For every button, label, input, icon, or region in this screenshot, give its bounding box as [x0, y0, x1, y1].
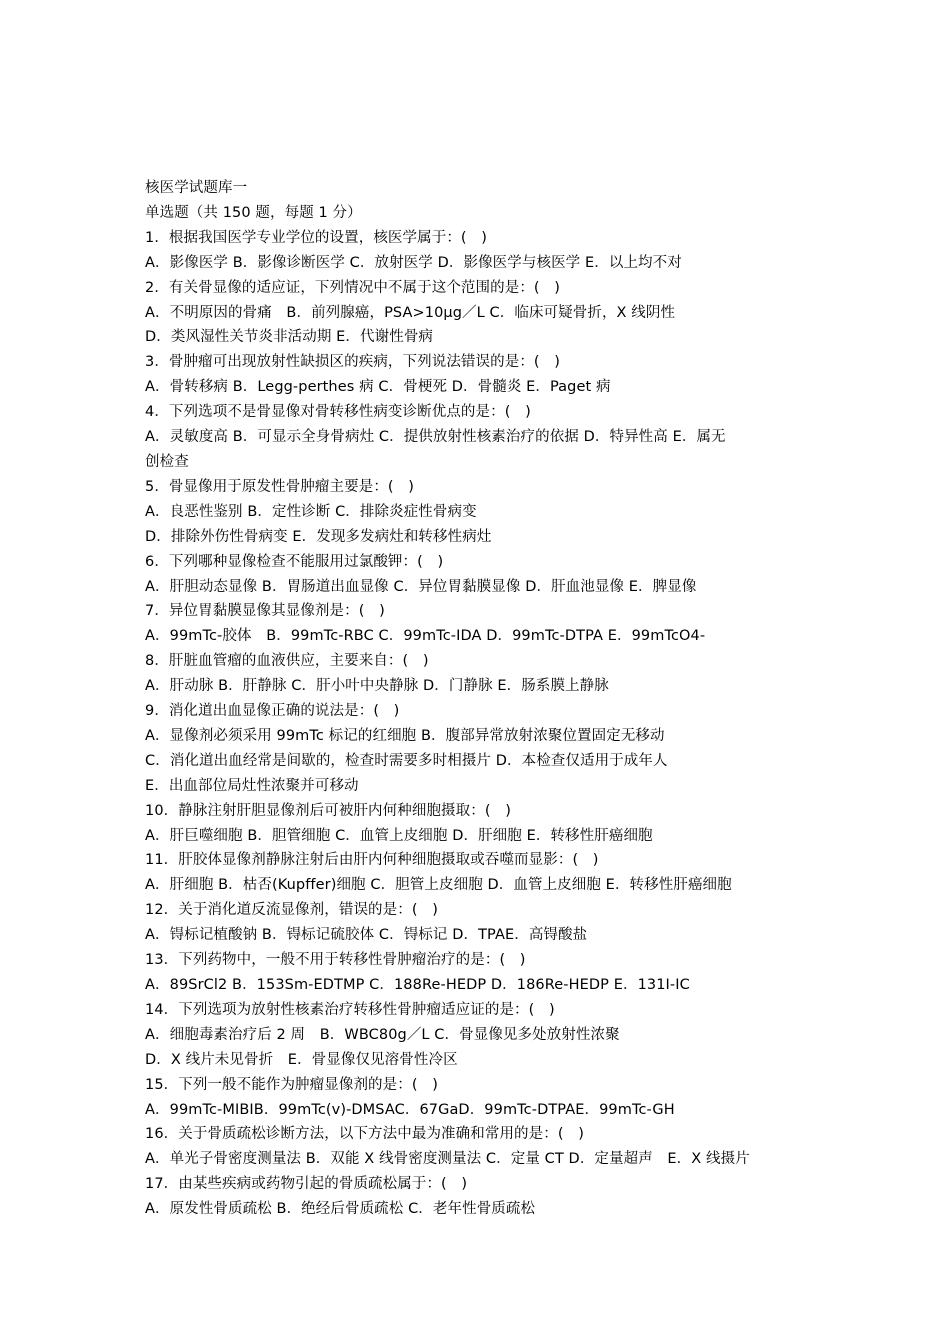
text-line: A．骨转移病 B．Legg-perthes 病 C．骨梗死 D．骨髓炎 E．Paget 病 — [145, 379, 611, 396]
text-line: D．类风湿性关节炎非活动期 E．代谢性骨病 — [145, 329, 434, 346]
text-line: A．肝动脉 B．肝静脉 C．肝小叶中央静脉 D．门静脉 E．肠系膜上静脉 — [145, 678, 609, 695]
text-line: E．出血部位局灶性浓聚并可移动 — [145, 777, 359, 794]
text-line: A．99mTc-胶体 B．99mTc-RBC C．99mTc-IDA D．99mTc-DTPA E．99mTcO4- — [145, 628, 706, 645]
text-line: A．肝巨噬细胞 B．胆管细胞 C．血管上皮细胞 D．肝细胞 E．转移性肝癌细胞 — [145, 827, 653, 844]
text-line: 7．异位胃黏膜显像其显像剂是：( ) — [145, 603, 385, 620]
text-line: 10．静脉注射肝胆显像剂后可被肝内何种细胞摄取：( ) — [145, 802, 511, 819]
text-line: A．单光子骨密度测量法 B．双能 X 线骨密度测量法 C．定量 CT D．定量超声 E．X 线摄片 — [145, 1151, 750, 1168]
text-line: A．不明原因的骨痛 B．前列腺癌，PSA>10μg／L C．临床可疑骨折，X 线阴性 — [145, 304, 676, 321]
text-line: 4．下列选项不是骨显像对骨转移性病变诊断优点的是：( ) — [145, 404, 531, 421]
text-line: 12．关于消化道反流显像剂，错误的是：( ) — [145, 902, 438, 919]
text-line: 3．骨肿瘤可出现放射性缺损区的疾病，下列说法错误的是：( ) — [145, 354, 561, 371]
text-line: D．X 线片未见骨折 E．骨显像仅见溶骨性冷区 — [145, 1051, 458, 1068]
text-line: A．显像剂必须采用 99mTc 标记的红细胞 B．腹部异常放射浓聚位置固定无移动 — [145, 727, 665, 744]
text-line: A．肝胆动态显像 B．胃肠道出血显像 C．异位胃黏膜显像 D．肝血池显像 E．脾显像 — [145, 578, 697, 595]
text-line: D．排除外伤性骨病变 E．发现多发病灶和转移性病灶 — [145, 528, 492, 545]
document-body — [145, 176, 815, 1222]
text-line: 2．有关骨显像的适应证，下列情况中不属于这个范围的是：( ) — [145, 279, 561, 296]
text-line: A．肝细胞 B．枯否(Kupffer)细胞 C．胆管上皮细胞 D．血管上皮细胞 E．转移性肝癌细胞 — [145, 877, 732, 894]
text-line: A．良恶性鉴别 B．定性诊断 C．排除炎症性骨病变 — [145, 503, 477, 520]
text-line: A．原发性骨质疏松 B．绝经后骨质疏松 C．老年性骨质疏松 — [145, 1201, 536, 1218]
text-line: 8．肝脏血管瘤的血液供应，主要来自：( ) — [145, 653, 429, 670]
text-line: 14．下列选项为放射性核素治疗转移性骨肿瘤适应证的是：( ) — [145, 1001, 555, 1018]
text-line: A．锝标记植酸钠 B．锝标记硫胶体 C．锝标记 D．TPAE．高锝酸盐 — [145, 927, 588, 944]
text-line: A．细胞毒素治疗后 2 周 B．WBC80g／L C．骨显像见多处放射性浓聚 — [145, 1026, 620, 1043]
text-line: 6．下列哪种显像检查不能服用过氯酸钾：( ) — [145, 553, 444, 570]
text-line: 15．下列一般不能作为肿瘤显像剂的是：( ) — [145, 1076, 438, 1093]
section-heading: 单选题（共 150 题，每题 1 分） — [145, 204, 362, 221]
text-line: 创检查 — [145, 453, 189, 470]
text-line: 1．根据我国医学专业学位的设置，核医学属于：( ) — [145, 229, 488, 246]
text-line: 17．由某些疾病或药物引起的骨质疏松属于：( ) — [145, 1176, 468, 1193]
text-line: A．99mTc-MIBIB．99mTc(v)-DMSAC．67GaD．99mTc-DTPAE．99mTc-GH — [145, 1101, 675, 1118]
text-line: A．89SrCl2 B．153Sm-EDTMP C．188Re-HEDP D．186Re-HEDP E．131I-IC — [145, 977, 690, 993]
text-line: 9．消化道出血显像正确的说法是：( ) — [145, 703, 400, 720]
text-line: 16．关于骨质疏松诊断方法，以下方法中最为准确和常用的是：( ) — [145, 1126, 584, 1143]
text-line: 13．下列药物中，一般不用于转移性骨肿瘤治疗的是：( ) — [145, 952, 526, 969]
text-line: A．灵敏度高 B．可显示全身骨病灶 C．提供放射性核素治疗的依据 D．特异性高 E．属无 — [145, 429, 726, 446]
text-line: A．影像医学 B．影像诊断医学 C．放射医学 D．影像医学与核医学 E．以上均不对 — [145, 254, 682, 271]
text-line: 11．肝胶体显像剂静脉注射后由肝内何种细胞摄取或吞噬而显影：( ) — [145, 852, 599, 869]
text-line: C．消化道出血经常是间歇的，检查时需要多时相摄片 D．本检查仅适用于成年人 — [145, 752, 668, 769]
text-line: 5．骨显像用于原发性骨肿瘤主要是：( ) — [145, 478, 415, 495]
document-title: 核医学试题库一 — [145, 180, 248, 196]
